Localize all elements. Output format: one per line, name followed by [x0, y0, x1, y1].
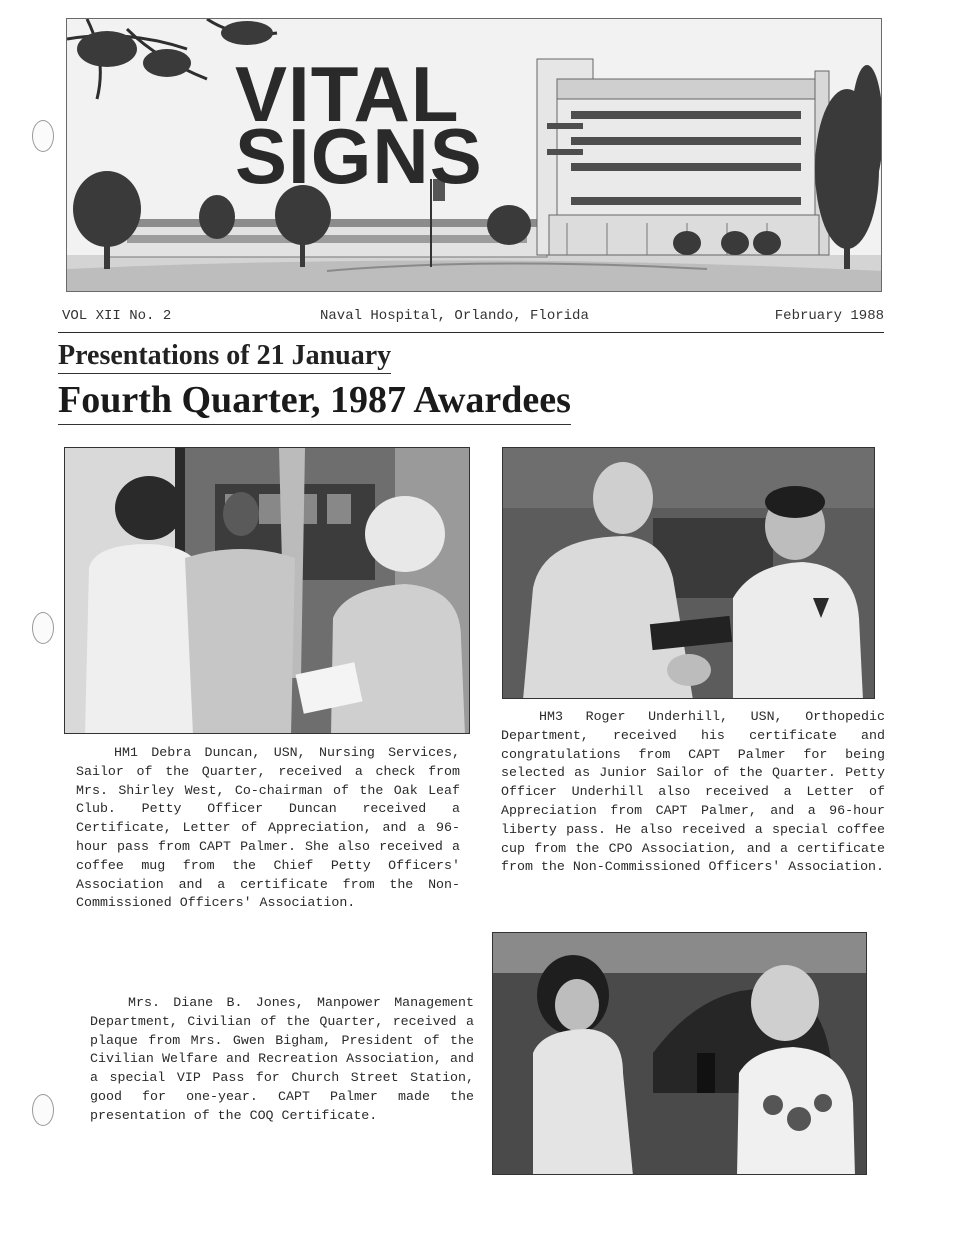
masthead-title-signs: SIGNS	[235, 112, 483, 200]
headline-presentations: Presentations of 21 January	[58, 340, 391, 374]
masthead-title-vital: VITAL	[235, 50, 460, 138]
issue-date: February 1988	[774, 308, 884, 324]
headline-awardees: Fourth Quarter, 1987 Awardees	[58, 380, 571, 425]
caption-jones: Mrs. Diane B. Jones, Manpower Management Department, Civilian of the Quarter, received a plaque from Mrs. Gwen Bigham, President of the Civilian Welfare and Recreation Association, and a special VIP Pass for Church Street Station, good for one-year. CAPT Palmer made the presentation of the COQ Certificate.	[90, 995, 474, 1123]
masthead-illustration	[66, 18, 882, 292]
binder-hole-top	[32, 120, 54, 152]
caption-duncan: HM1 Debra Duncan, USN, Nursing Services, Sailor of the Quarter, received a check from Mrs. Shirley West, Co-chairman of the Oak Leaf Club. Petty Officer Duncan received a Certificate, Letter of Appreciation, and a 96-hour pass from CAPT Palmer. She also received a coffee mug from the Chief Petty Officers' Association and a certificate from the Non-Commissioned Officers' Association.	[76, 745, 460, 911]
photo-underhill-award	[502, 447, 875, 699]
caption-underhill: HM3 Roger Underhill, USN, Orthopedic Department, received his certificate and congratulations from CAPT Palmer for being selected as Junior Sailor of the Quarter. Petty Officer Underhill also received a Letter of Appreciation from CAPT Palmer, and a 96-hour liberty pass. He also received a special coffee cup from the CPO Association, and a certificate from the Non-Commissioned Officers' Association.	[501, 709, 885, 875]
photo-duncan-award	[64, 447, 470, 734]
photo-jones-award	[492, 932, 867, 1175]
issue-info-bar	[58, 306, 884, 333]
issue-volume: VOL XII No. 2	[62, 308, 172, 324]
binder-hole-middle	[32, 612, 54, 644]
issue-place: Naval Hospital, Orlando, Florida	[320, 308, 589, 324]
binder-hole-bottom	[32, 1094, 54, 1126]
